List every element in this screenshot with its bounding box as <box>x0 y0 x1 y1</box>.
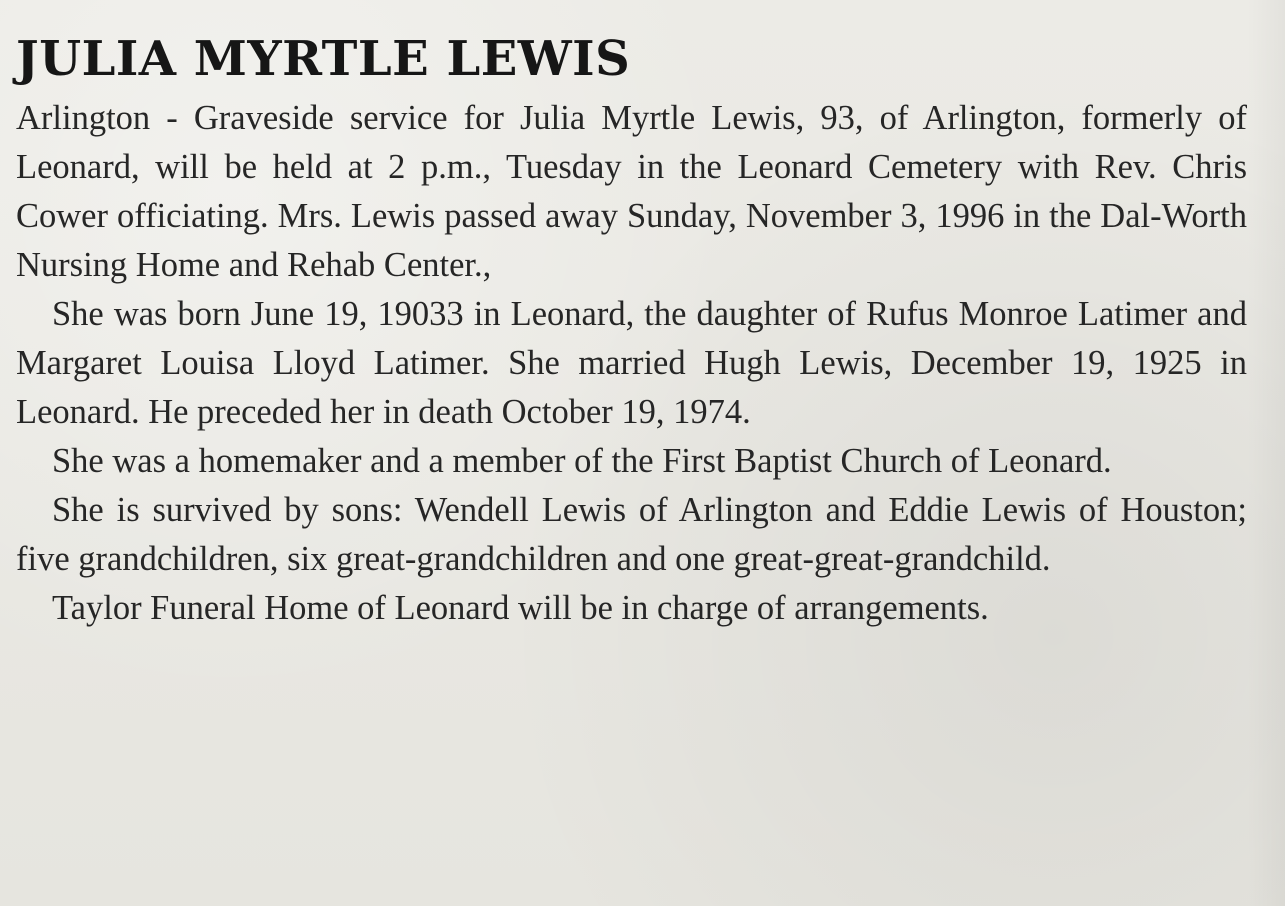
paragraph-service: Arlington - Graveside service for Julia Myrtle Lewis, 93, of Arlington, formerly of Leonard, will be held at 2 p.m., Tuesday in the Leonard Cemetery with Rev. Chris Cower officiating. Mrs. Lewis passed away Sunday, November 3, 1996 in the Dal-Worth Nursing Home and Rehab Center., <box>16 99 1247 284</box>
paragraph-homemaker: She was a homemaker and a member of the First Baptist Church of Leonard. <box>52 442 1112 480</box>
adjacent-column-edge <box>1247 0 1285 906</box>
paragraph-survivors: She is survived by sons: Wendell Lewis of Arlington and Eddie Lewis of Houston; five grandchildren, six great-grandchildren and one great-great-grandchild. <box>16 491 1247 578</box>
paragraph-arrangements: Taylor Funeral Home of Leonard will be in charge of arrangements. <box>52 589 989 627</box>
paragraph-birth: She was born June 19, 19033 in Leonard, the daughter of Rufus Monroe Latimer and Margaret Louisa Lloyd Latimer. She married Hugh Lewis, December 19, 1925 in Leonard. He preceded her in death October 19, 1974. <box>16 295 1247 431</box>
obituary-headline: JULIA MYRTLE LEWIS <box>16 31 631 87</box>
